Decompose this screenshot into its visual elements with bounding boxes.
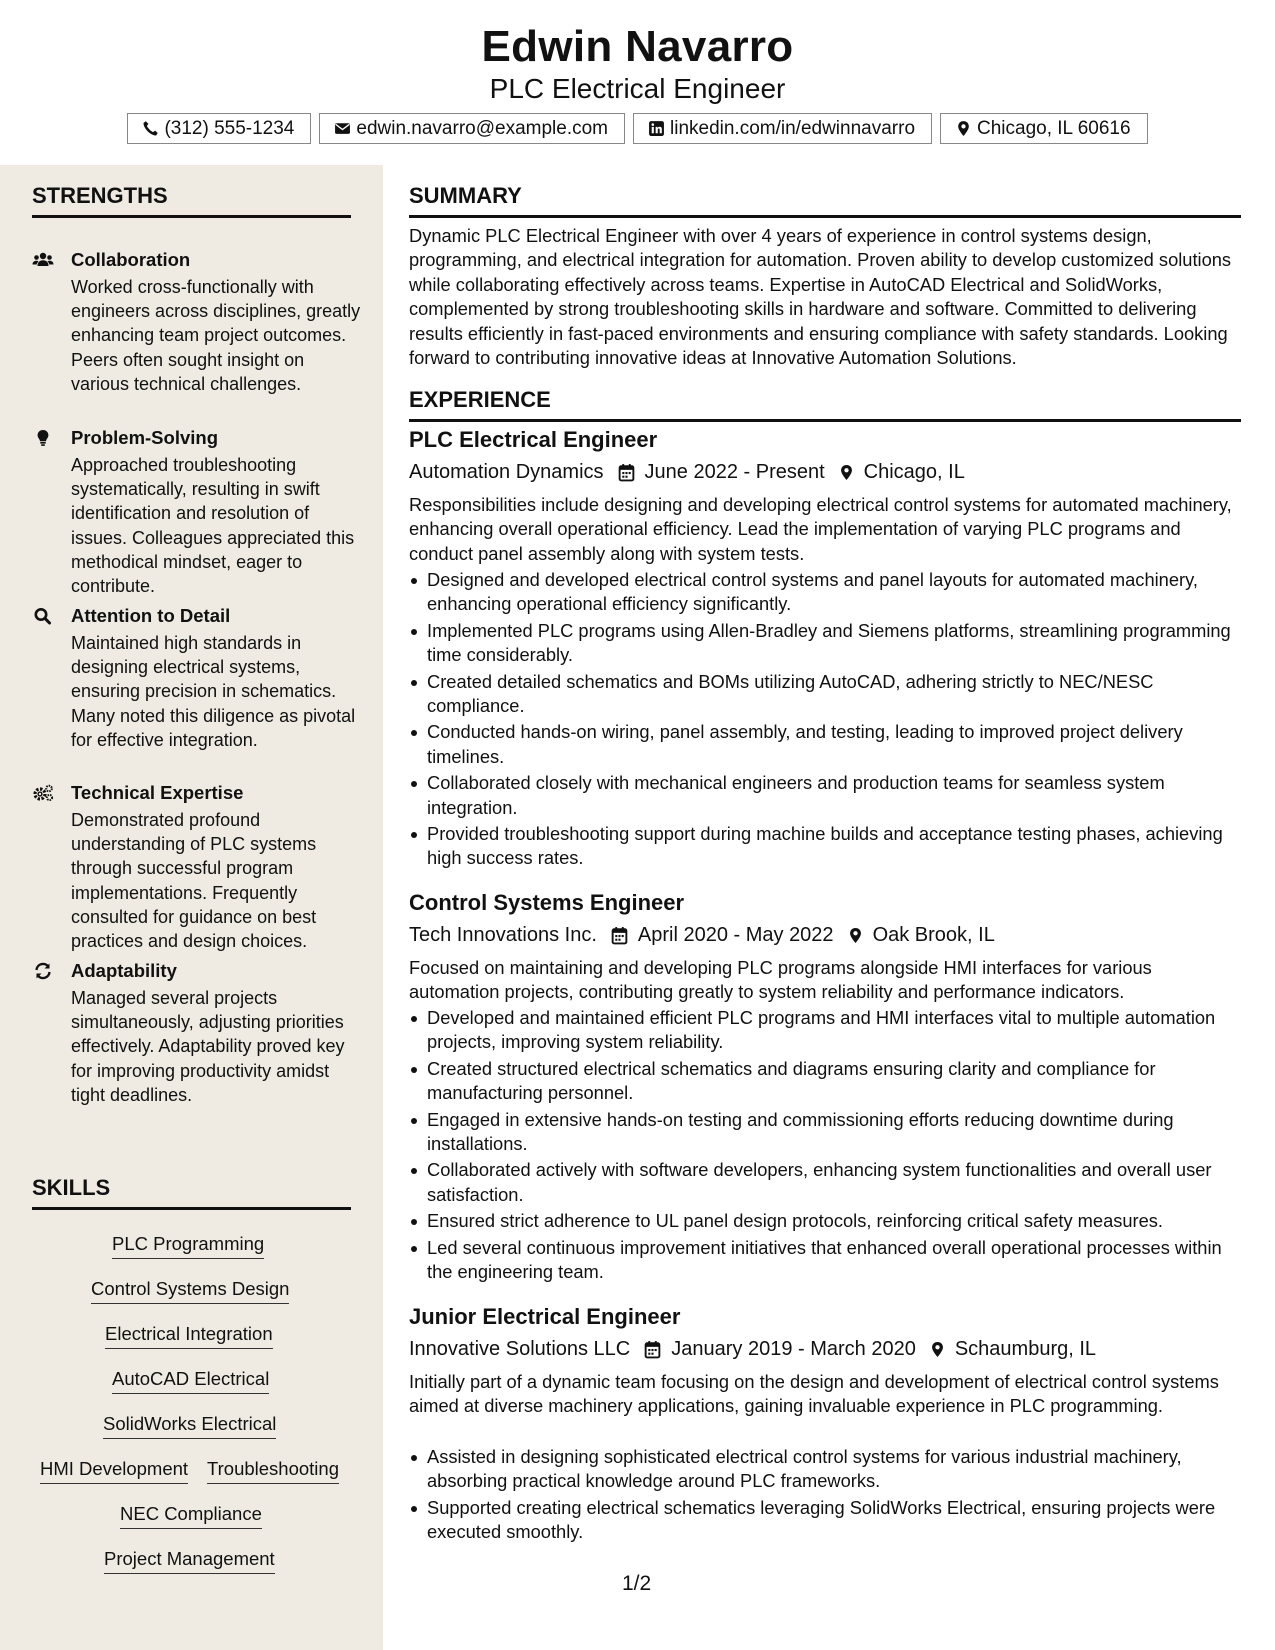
strengths-section: [32, 183, 361, 1105]
list-item: Ensured strict adherence to UL panel design protocols, reinforcing critical safety measures.: [409, 1209, 1241, 1233]
strength-title: Attention to Detail: [71, 605, 231, 626]
list-item: Led several continuous improvement initiatives that enhanced overall operational processes within the engineering team.: [409, 1236, 1241, 1285]
calendar-icon: [618, 463, 635, 482]
list-item: Implemented PLC programs using Allen-Bradley and Siemens platforms, streamlining programming time considerably.: [409, 619, 1241, 668]
contact-linkedin[interactable]: [633, 113, 932, 144]
strengths-heading: STRENGTHS: [32, 183, 351, 218]
list-item: Engaged in extensive hands-on testing and commissioning efforts reducing downtime during installations.: [409, 1108, 1241, 1157]
skill-tag: Control Systems Design: [91, 1278, 289, 1304]
strength-title: Technical Expertise: [71, 782, 244, 803]
resume-header: [0, 0, 1275, 165]
job-title: PLC Electrical Engineer: [409, 427, 658, 452]
job-meta: [409, 922, 995, 948]
list-item: Developed and maintained efficient PLC programs and HMI interfaces vital to multiple automation projects, improving system reliability.: [409, 1006, 1241, 1055]
job-meta: [409, 459, 965, 485]
list-item: Conducted hands-on wiring, panel assembly, and testing, leading to improved project delivery timelines.: [409, 720, 1241, 769]
list-item: Created structured electrical schematics and diagrams ensuring clarity and compliance for manufacturing personnel.: [409, 1057, 1241, 1106]
candidate-name: Edwin Navarro: [481, 22, 794, 71]
map-pin-icon: [848, 926, 863, 945]
company-name: Automation Dynamics: [409, 460, 604, 483]
skill-tag: Electrical Integration: [105, 1323, 273, 1349]
strength-desc: Worked cross-functionally with engineers across disciplines, greatly enhancing team project outcomes. Peers often sought insight on various technical challenges.: [71, 277, 361, 394]
job-bullets: [409, 1006, 1241, 1286]
calendar-icon: [644, 1340, 661, 1359]
strength-title: Adaptability: [71, 960, 177, 981]
job-bullets: [409, 568, 1241, 873]
location-text: Chicago, IL 60616: [977, 117, 1131, 139]
job-location: Schaumburg, IL: [954, 1337, 1097, 1360]
job-description: Initially part of a dynamic team focusing on the design and development of electrical control systems aimed at diverse machinery applications, gaining invaluable experience in PLC programming.: [409, 1371, 1219, 1417]
job-bullets: [409, 1445, 1241, 1547]
company-name: Innovative Solutions LLC: [409, 1337, 631, 1360]
skill-tag: PLC Programming: [112, 1233, 264, 1259]
map-pin-icon: [839, 463, 854, 482]
strength-title: Problem-Solving: [71, 427, 218, 448]
list-item: Supported creating electrical schematics leveraging SolidWorks Electrical, ensuring projects were executed smoothly.: [409, 1496, 1241, 1545]
summary-heading: SUMMARY: [409, 183, 1241, 218]
list-item: Provided troubleshooting support during machine builds and acceptance testing phases, achieving high success rates.: [409, 822, 1241, 871]
summary-text: Dynamic PLC Electrical Engineer with over 4 years of experience in control systems design, programming, and electrical integration for automation. Proven ability to develop customized solutions while collaborating effectively across teams. Expertise in AutoCAD Electrical and SolidWorks, complemented by strong troubleshooting skills in hardware and software. Committed to delivering results efficiently in fast-paced environments and ensuring compliance with safety standards. Looking forward to contributing innovative ideas at Innovative Automation Solutions.: [409, 225, 1232, 369]
strength-desc: Approached troubleshooting systematically, resulting in swift identification and resolution of issues. Colleagues appreciated this methodical mindset, eager to contribute.: [71, 455, 355, 597]
sidebar: [0, 165, 383, 1650]
gears-icon: [32, 784, 54, 802]
phone-icon: [142, 120, 159, 137]
strength-desc: Maintained high standards in designing electrical systems, ensuring precision in schematics. Many noted this diligence as pivotal for effective integration.: [71, 633, 356, 750]
strength-desc: Managed several projects simultaneously, adjusting priorities effectively. Adaptability proved key for improving productivity amidst tight deadlines.: [71, 988, 345, 1105]
contact-phone[interactable]: [127, 113, 311, 144]
skill-tag: HMI Development: [40, 1458, 188, 1484]
refresh-icon: [32, 962, 54, 980]
skill-tag: AutoCAD Electrical: [112, 1368, 269, 1394]
linkedin-icon: [648, 120, 665, 137]
job-description: Focused on maintaining and developing PLC programs alongside HMI interfaces for various automation projects, contributing greatly to system reliability and performance indicators.: [409, 957, 1152, 1003]
phone-text: (312) 555-1234: [164, 117, 295, 139]
envelope-icon: [334, 120, 351, 137]
job-dates: June 2022 - Present: [644, 460, 825, 483]
search-icon: [32, 607, 54, 625]
job-description: Responsibilities include designing and developing electrical control systems for automated machinery, enhancing overall operational efficiency. Lead the implementation of varying PLC programs and conduct panel assembly along with system tests.: [409, 494, 1232, 564]
skills-section: [32, 1175, 351, 1595]
strength-desc: Demonstrated profound understanding of PLC systems through successful program implementations. Frequently consulted for guidance on best practices and design choices.: [71, 810, 317, 952]
job-title: Control Systems Engineer: [409, 890, 685, 915]
page-number: 1/2: [622, 1572, 652, 1595]
job-location: Oak Brook, IL: [872, 923, 995, 946]
map-pin-icon: [930, 1340, 945, 1359]
skill-tag: Project Management: [104, 1548, 275, 1574]
contact-bar: [0, 113, 1275, 144]
job-dates: April 2020 - May 2022: [637, 923, 834, 946]
skill-tag: NEC Compliance: [120, 1503, 262, 1529]
job-location: Chicago, IL: [863, 460, 965, 483]
job-title: Junior Electrical Engineer: [409, 1304, 681, 1329]
candidate-title: PLC Electrical Engineer: [489, 73, 786, 104]
experience-heading: EXPERIENCE: [409, 387, 1241, 422]
contact-email[interactable]: [319, 113, 625, 144]
calendar-icon: [611, 926, 628, 945]
list-item: Assisted in designing sophisticated electrical control systems for various industrial machinery, absorbing practical knowledge around PLC frameworks.: [409, 1445, 1241, 1494]
skill-tag: Troubleshooting: [207, 1458, 339, 1484]
job-dates: January 2019 - March 2020: [671, 1337, 916, 1360]
lightbulb-icon: [32, 429, 54, 447]
job-meta: [409, 1336, 1096, 1362]
list-item: Collaborated closely with mechanical engineers and production teams for seamless system integration.: [409, 771, 1241, 820]
skill-tag: SolidWorks Electrical: [103, 1413, 276, 1439]
strength-title: Collaboration: [71, 249, 191, 270]
list-item: Created detailed schematics and BOMs utilizing AutoCAD, adhering strictly to NEC/NESC compliance.: [409, 670, 1241, 719]
company-name: Tech Innovations Inc.: [409, 923, 597, 946]
skills-heading: SKILLS: [32, 1175, 351, 1210]
contact-location[interactable]: [940, 113, 1148, 144]
email-text: edwin.navarro@example.com: [356, 117, 608, 139]
linkedin-text: linkedin.com/in/edwinnavarro: [670, 117, 916, 139]
users-icon: [32, 251, 54, 269]
map-pin-icon: [955, 120, 972, 137]
list-item: Designed and developed electrical control systems and panel layouts for automated machinery, enhancing operational efficiency significantly.: [409, 568, 1241, 617]
list-item: Collaborated actively with software developers, enhancing system functionalities and overall user satisfaction.: [409, 1158, 1241, 1207]
